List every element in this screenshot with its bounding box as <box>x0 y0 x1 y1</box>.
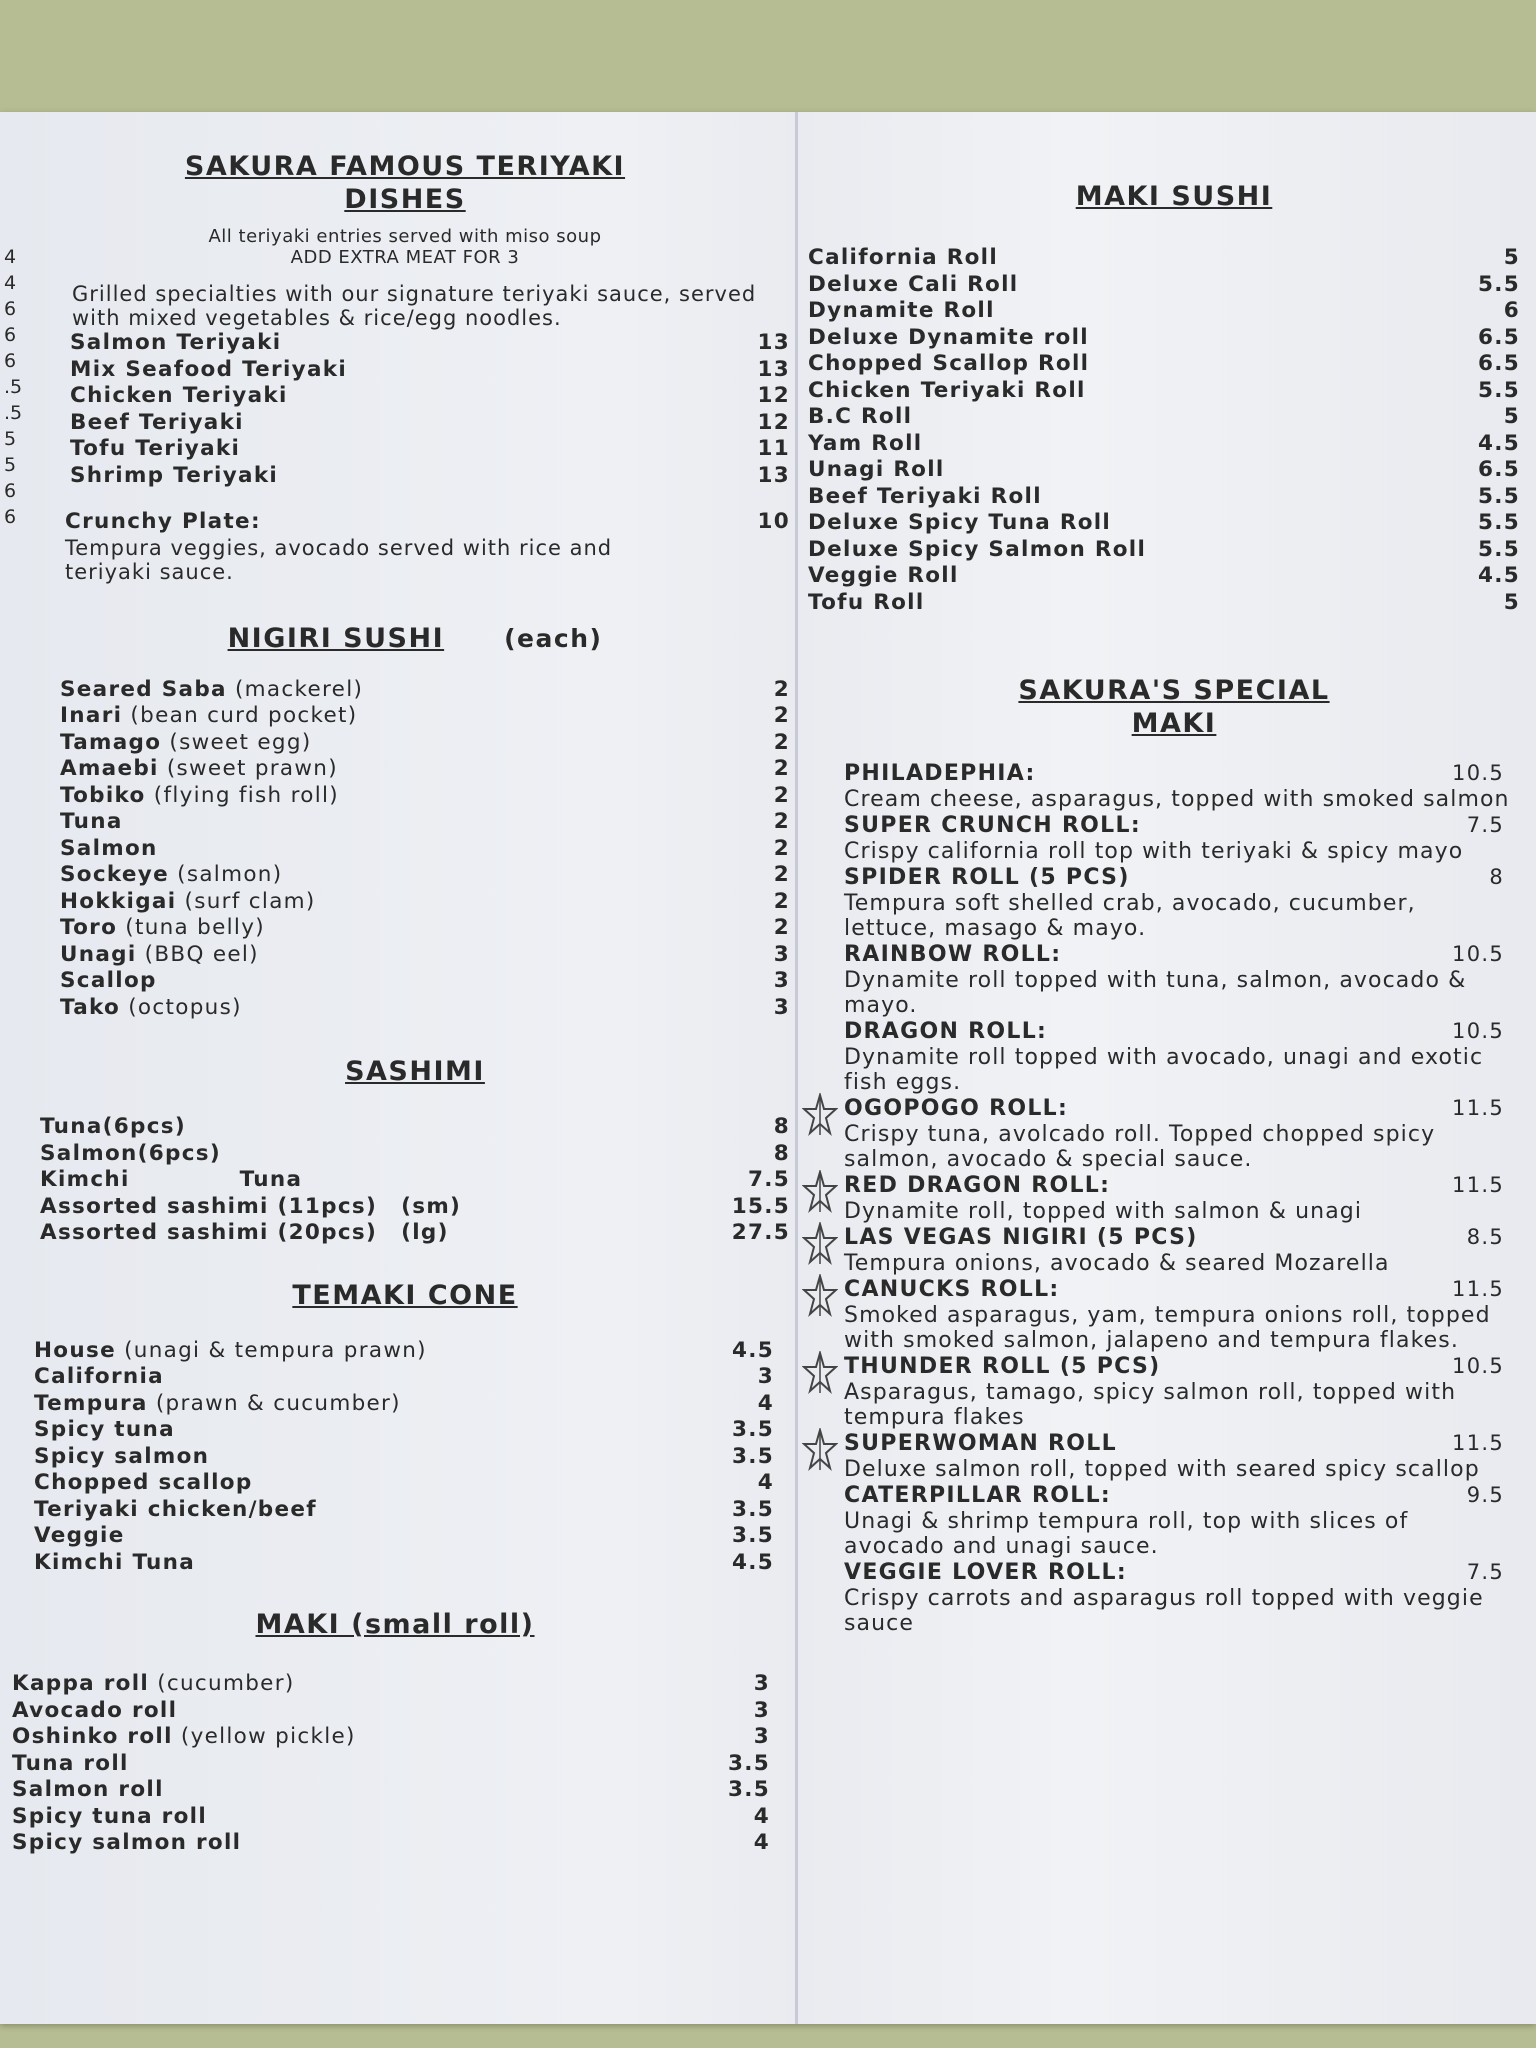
special-maki-item <box>844 864 1514 941</box>
item-name: Dynamite Roll <box>808 298 995 323</box>
item-description: Dynamite roll topped with avocado, unagi and exotic fish eggs. <box>844 1045 1484 1095</box>
item-description: (bean curd pocket) <box>122 703 358 728</box>
item-name: Tuna roll <box>12 1750 129 1776</box>
item-name: Sockeye (salmon) <box>60 862 283 887</box>
item-description: Tempura soft shelled crab, avocado, cucumber, lettuce, masago & mayo. <box>844 891 1416 941</box>
item-name: Chicken Teriyaki Roll <box>808 377 1086 403</box>
nigiri-item <box>60 942 790 969</box>
item-name: Tamago (sweet egg) <box>60 729 312 755</box>
right-column <box>808 180 1520 1636</box>
maki-sushi-title: MAKI SUSHI <box>1075 181 1273 212</box>
item-name: Spicy salmon <box>34 1443 210 1469</box>
crunchy-plate <box>65 509 790 584</box>
nigiri-section <box>10 622 790 1022</box>
item-price: 2 <box>773 756 790 781</box>
special-maki-head <box>844 1482 1514 1509</box>
item-name: Amaebi (sweet prawn) <box>60 756 338 781</box>
edge-number: 6 <box>4 350 17 372</box>
special-maki-item <box>844 1276 1514 1353</box>
item-price: 2 <box>773 729 790 755</box>
temaki-item <box>34 1470 774 1497</box>
special-maki-item <box>844 1172 1514 1224</box>
teriyaki-note <box>10 226 780 268</box>
item-name: Chicken Teriyaki <box>70 383 288 408</box>
teriyaki-list <box>70 330 790 489</box>
special-maki-head <box>844 1224 1514 1251</box>
maki-sushi-item <box>808 245 1520 272</box>
item-price: 5.5 <box>1478 536 1520 562</box>
item-price: 3 <box>773 941 790 967</box>
item-name: VEGGIE LOVER ROLL: <box>844 1560 1127 1585</box>
item-name: Deluxe Dynamite roll <box>808 324 1089 350</box>
special-maki-item <box>844 1353 1514 1430</box>
special-maki-item <box>844 941 1514 1018</box>
maki-small-title: MAKI (small roll) <box>255 1609 535 1640</box>
crunchy-plate-desc: Tempura veggies, avocado served with rice and teriyaki sauce. <box>65 535 613 584</box>
item-name: Spicy tuna <box>34 1417 175 1442</box>
item-name: Kappa roll (cucumber) <box>12 1671 295 1696</box>
item-price: 4.5 <box>732 1337 774 1363</box>
item-price: 3.5 <box>732 1417 774 1442</box>
item-price: 11.5 <box>1452 1096 1504 1120</box>
teriyaki-title-line2: DISHES <box>344 184 466 215</box>
teriyaki-intro: Grilled specialties with our signature teriyaki sauce, served with mixed vegetables & rice/egg noodles. <box>72 282 757 330</box>
item-price: 8 <box>773 1140 790 1166</box>
maki-sushi-section <box>808 180 1520 616</box>
special-maki-head <box>844 1276 1514 1303</box>
item-price: 10.5 <box>1452 761 1504 785</box>
item-price: 7.5 <box>1466 1560 1504 1584</box>
item-description: Tempura onions, avocado & seared Mozarella <box>844 1251 1390 1276</box>
item-price: 3 <box>757 1364 774 1389</box>
maki-sushi-item <box>808 431 1520 458</box>
item-description: (prawn & cucumber) <box>147 1390 401 1416</box>
sashimi-item <box>40 1141 790 1168</box>
item-description: (cucumber) <box>149 1671 295 1696</box>
item-name: House (unagi & tempura prawn) <box>34 1337 427 1363</box>
item-price: 5 <box>1503 245 1520 270</box>
item-price: 5.5 <box>1478 377 1520 403</box>
item-price: 11.5 <box>1452 1173 1504 1197</box>
item-price: 4.5 <box>1478 563 1520 588</box>
maki-small-item <box>12 1804 770 1831</box>
item-name: Deluxe Spicy Tuna Roll <box>808 510 1112 535</box>
chef-star-icon <box>802 1222 838 1266</box>
nigiri-item <box>60 915 790 942</box>
item-price: 3.5 <box>732 1443 774 1469</box>
item-name: Deluxe Cali Roll <box>808 271 1019 297</box>
maki-sushi-list <box>808 245 1520 616</box>
edge-number: .5 <box>4 402 23 424</box>
teriyaki-section <box>10 150 790 584</box>
item-name: Kimchi Tuna <box>40 1167 303 1192</box>
item-price: 9.5 <box>1466 1483 1504 1507</box>
special-maki-item <box>844 812 1514 864</box>
teriyaki-item <box>70 436 790 463</box>
sashimi-item <box>40 1194 790 1221</box>
maki-sushi-item <box>808 537 1520 564</box>
nigiri-item <box>60 809 790 836</box>
item-name: RED DRAGON ROLL: <box>844 1173 1111 1198</box>
item-name: Beef Teriyaki Roll <box>808 483 1042 509</box>
sashimi-list <box>40 1114 790 1247</box>
item-name: Kimchi Tuna <box>34 1549 196 1575</box>
item-name: Teriyaki chicken/beef <box>34 1496 317 1522</box>
teriyaki-item <box>70 410 790 437</box>
item-description: Asparagus, tamago, spicy salmon roll, topped with tempura flakes <box>844 1380 1457 1430</box>
special-maki-title-line2: MAKI <box>1131 708 1217 739</box>
special-maki-head <box>844 1018 1514 1045</box>
item-name: Salmon(6pcs) <box>40 1140 221 1166</box>
item-description: (flying fish roll) <box>145 782 339 808</box>
item-description: Crispy carrots and asparagus roll topped with veggie sauce <box>844 1586 1484 1636</box>
item-price: 10.5 <box>1452 942 1504 966</box>
maki-sushi-item <box>808 457 1520 484</box>
item-name: OGOPOGO ROLL: <box>844 1096 1069 1121</box>
item-price: 11 <box>757 436 790 461</box>
teriyaki-note-miso: All teriyaki entries served with miso soup <box>208 226 602 247</box>
special-maki-head <box>844 760 1514 787</box>
chef-star-icon <box>802 1274 838 1318</box>
edge-number: 6 <box>4 324 17 346</box>
item-name: CANUCKS ROLL: <box>844 1277 1060 1302</box>
item-price: 2 <box>773 809 790 834</box>
item-name: Yam Roll <box>808 430 923 456</box>
left-column <box>10 150 790 1857</box>
item-name: Unagi Roll <box>808 457 945 482</box>
special-maki-head <box>844 1095 1514 1122</box>
item-name: Salmon Teriyaki <box>70 330 282 355</box>
item-name: Salmon roll <box>12 1777 164 1802</box>
item-name: Beef Teriyaki <box>70 409 244 435</box>
temaki-item <box>34 1391 774 1418</box>
item-name: Assorted sashimi (11pcs) (sm) <box>40 1193 462 1219</box>
nigiri-item <box>60 862 790 889</box>
item-price: 6.5 <box>1478 351 1520 376</box>
special-maki-section <box>808 674 1520 1636</box>
item-price: 11.5 <box>1452 1277 1504 1301</box>
item-name: Tuna(6pcs) <box>40 1114 186 1139</box>
teriyaki-title-line1: SAKURA FAMOUS TERIYAKI <box>184 151 626 182</box>
special-maki-item <box>844 1095 1514 1172</box>
nigiri-item <box>60 730 790 757</box>
item-price: 2 <box>773 888 790 914</box>
nigiri-each-label: (each) <box>504 623 603 653</box>
maki-sushi-item <box>808 272 1520 299</box>
item-price: 5 <box>1503 589 1520 615</box>
item-description: (tuna belly) <box>117 915 265 940</box>
nigiri-item <box>60 995 790 1022</box>
teriyaki-note-extra-meat: ADD EXTRA MEAT FOR 3 <box>290 247 520 268</box>
teriyaki-item <box>70 463 790 490</box>
special-maki-item <box>844 1430 1514 1482</box>
item-description: Dynamite roll, topped with salmon & unagi <box>844 1199 1363 1224</box>
item-price: 2 <box>773 862 790 887</box>
special-maki-head <box>844 812 1514 839</box>
item-price: 3 <box>753 1671 770 1696</box>
special-maki-item <box>844 760 1514 812</box>
item-price: 4 <box>753 1830 770 1855</box>
item-price: 12 <box>757 383 790 408</box>
item-name: Seared Saba (mackerel) <box>60 676 364 702</box>
paper-fold <box>795 112 798 2024</box>
item-price: 8 <box>773 1114 790 1139</box>
item-name: California <box>34 1364 164 1389</box>
maki-small-item <box>12 1698 770 1725</box>
chef-star-icon <box>802 1428 838 1472</box>
item-name: Oshinko roll (yellow pickle) <box>12 1724 356 1749</box>
nigiri-item <box>60 783 790 810</box>
item-name: DRAGON ROLL: <box>844 1019 1048 1044</box>
item-description: (salmon) <box>169 862 283 887</box>
crunchy-plate-price: 10 <box>757 509 790 534</box>
item-price: 3 <box>753 1724 770 1749</box>
edge-number: .5 <box>4 376 23 398</box>
item-name: CATERPILLAR ROLL: <box>844 1483 1111 1508</box>
teriyaki-item <box>70 330 790 357</box>
temaki-item <box>34 1444 774 1471</box>
maki-small-list <box>12 1671 770 1857</box>
nigiri-title: NIGIRI SUSHI <box>227 622 445 654</box>
item-price: 6.5 <box>1478 457 1520 482</box>
item-name: Spicy salmon roll <box>12 1830 242 1855</box>
item-price: 6 <box>1503 298 1520 323</box>
maki-small-item <box>12 1777 770 1804</box>
sashimi-item <box>40 1167 790 1194</box>
item-name: Assorted sashimi (20pcs) (lg) <box>40 1220 449 1245</box>
item-name: Toro (tuna belly) <box>60 915 265 940</box>
item-name: LAS VEGAS NIGIRI (5 PCS) <box>844 1225 1198 1250</box>
item-price: 8 <box>1489 865 1504 889</box>
item-price: 5.5 <box>1478 510 1520 535</box>
item-price: 5.5 <box>1478 483 1520 509</box>
sashimi-title: SASHIMI <box>345 1056 485 1087</box>
edge-number: 6 <box>4 506 17 528</box>
nigiri-list <box>60 677 790 1022</box>
item-price: 4.5 <box>1478 430 1520 456</box>
item-price: 7.5 <box>748 1167 790 1192</box>
crunchy-plate-name: Crunchy Plate: <box>65 509 261 534</box>
sashimi-item <box>40 1220 790 1247</box>
edge-number: 5 <box>4 428 17 450</box>
item-description: Unagi & shrimp tempura roll, top with slices of avocado and unagi sauce. <box>844 1509 1409 1559</box>
item-price: 2 <box>773 915 790 940</box>
temaki-list <box>34 1338 774 1577</box>
item-description: (sweet egg) <box>161 729 312 755</box>
item-name: PHILADEPHIA: <box>844 761 1036 786</box>
maki-sushi-item <box>808 298 1520 325</box>
chef-star-icon <box>802 1093 838 1137</box>
item-price: 10.5 <box>1452 1354 1504 1378</box>
nigiri-item <box>60 968 790 995</box>
item-description: Crispy california roll top with teriyaki & spicy mayo <box>844 839 1464 864</box>
item-price: 10.5 <box>1452 1019 1504 1043</box>
sashimi-section <box>10 1055 790 1247</box>
nigiri-item <box>60 836 790 863</box>
item-price: 5.5 <box>1478 271 1520 297</box>
item-name: SPIDER ROLL (5 PCS) <box>844 865 1130 890</box>
maki-sushi-item <box>808 510 1520 537</box>
item-description: (octopus) <box>120 994 242 1020</box>
special-maki-head <box>844 1353 1514 1380</box>
item-price: 2 <box>773 835 790 861</box>
item-name: California Roll <box>808 245 998 270</box>
maki-sushi-item <box>808 378 1520 405</box>
item-description: (yellow pickle) <box>172 1724 356 1749</box>
special-maki-title <box>808 674 1520 740</box>
temaki-item <box>34 1364 774 1391</box>
maki-sushi-item <box>808 404 1520 431</box>
item-name: Veggie <box>34 1523 125 1548</box>
temaki-item <box>34 1523 774 1550</box>
special-maki-list <box>844 760 1514 1636</box>
item-price: 27.5 <box>731 1220 790 1245</box>
item-description: (surf clam) <box>176 888 316 914</box>
item-price: 5 <box>1503 404 1520 429</box>
item-description: (mackerel) <box>226 676 364 702</box>
item-name: Scallop <box>60 968 157 993</box>
special-maki-item <box>844 1559 1514 1636</box>
item-name: Tofu Teriyaki <box>70 436 241 461</box>
item-name: Chopped Scallop Roll <box>808 351 1090 376</box>
item-price: 15.5 <box>731 1193 790 1219</box>
edge-number: 6 <box>4 480 17 502</box>
item-price: 4.5 <box>732 1549 774 1575</box>
item-price: 3 <box>773 994 790 1020</box>
item-price: 3.5 <box>728 1750 770 1776</box>
item-price: 4 <box>757 1390 774 1416</box>
item-description: (unagi & tempura prawn) <box>115 1337 427 1363</box>
item-name: SUPER CRUNCH ROLL: <box>844 813 1141 838</box>
item-price: 3 <box>753 1697 770 1723</box>
temaki-item <box>34 1550 774 1577</box>
special-maki-head <box>844 1430 1514 1457</box>
maki-small-item <box>12 1724 770 1751</box>
item-description: Dynamite roll topped with tuna, salmon, avocado & mayo. <box>844 968 1467 1018</box>
special-maki-item <box>844 1224 1514 1276</box>
special-maki-item <box>844 1018 1514 1095</box>
item-price: 13 <box>757 330 790 355</box>
item-name: Unagi (BBQ eel) <box>60 941 259 967</box>
maki-small-item <box>12 1671 770 1698</box>
item-price: 6.5 <box>1478 324 1520 350</box>
item-name: Mix Seafood Teriyaki <box>70 356 348 382</box>
maki-sushi-item <box>808 325 1520 352</box>
item-name: SUPERWOMAN ROLL <box>844 1431 1117 1456</box>
temaki-section <box>10 1279 780 1577</box>
chef-star-icon <box>802 1170 838 1214</box>
item-size: (lg) <box>401 1220 449 1245</box>
item-price: 8.5 <box>1466 1225 1504 1249</box>
item-description: (BBQ eel) <box>136 941 259 967</box>
item-name: Shrimp Teriyaki <box>70 462 279 488</box>
item-price: 3 <box>773 968 790 993</box>
item-price: 2 <box>773 703 790 728</box>
nigiri-item <box>60 703 790 730</box>
item-name: Salmon <box>60 835 158 861</box>
item-price: 11.5 <box>1452 1431 1504 1455</box>
item-variant: Tuna <box>239 1167 303 1192</box>
item-price: 2 <box>773 676 790 702</box>
item-description: Crispy tuna, avolcado roll. Topped chopped spicy salmon, avocado & special sauce. <box>844 1122 1436 1172</box>
teriyaki-item <box>70 383 790 410</box>
item-name: Tofu Roll <box>808 589 925 615</box>
special-maki-head <box>844 1172 1514 1199</box>
item-price: 2 <box>773 782 790 808</box>
item-description: (sweet prawn) <box>158 756 338 781</box>
item-name: Chopped scallop <box>34 1470 253 1495</box>
item-name: RAINBOW ROLL: <box>844 942 1062 967</box>
item-price: 13 <box>757 462 790 488</box>
special-maki-head <box>844 941 1514 968</box>
temaki-item <box>34 1338 774 1365</box>
temaki-item <box>34 1497 774 1524</box>
item-name: Tempura (prawn & cucumber) <box>34 1390 401 1416</box>
chef-star-icon <box>802 1351 838 1395</box>
maki-sushi-item <box>808 590 1520 617</box>
item-name: Spicy tuna roll <box>12 1803 207 1829</box>
item-name: Veggie Roll <box>808 563 959 588</box>
item-name: Tako (octopus) <box>60 994 242 1020</box>
item-price: 3.5 <box>728 1777 770 1802</box>
item-description: Cream cheese, asparagus, topped with smoked salmon <box>844 787 1510 812</box>
item-name: Tuna <box>60 809 123 834</box>
item-name: Inari (bean curd pocket) <box>60 703 358 728</box>
edge-number: 4 <box>4 246 17 268</box>
item-name: Tobiko (flying fish roll) <box>60 782 339 808</box>
nigiri-item <box>60 677 790 704</box>
item-description: Deluxe salmon roll, topped with seared spicy scallop <box>844 1457 1480 1482</box>
edge-number: 4 <box>4 272 17 294</box>
item-name: B.C Roll <box>808 404 913 429</box>
edge-number: 5 <box>4 454 17 476</box>
nigiri-item <box>60 889 790 916</box>
item-name: THUNDER ROLL (5 PCS) <box>844 1354 1161 1379</box>
temaki-title: TEMAKI CONE <box>292 1279 518 1311</box>
edge-number: 6 <box>4 298 17 320</box>
maki-small-item <box>12 1751 770 1778</box>
special-maki-head <box>844 1559 1514 1586</box>
item-description: Smoked asparagus, yam, tempura onions roll, topped with smoked salmon, jalapeno and tempura flakes. <box>844 1303 1491 1353</box>
special-maki-item <box>844 1482 1514 1559</box>
teriyaki-title <box>10 150 780 216</box>
temaki-item <box>34 1417 774 1444</box>
maki-small-section <box>10 1608 780 1857</box>
maki-sushi-item <box>808 563 1520 590</box>
maki-sushi-item <box>808 484 1520 511</box>
item-price: 4 <box>753 1803 770 1829</box>
item-price: 12 <box>757 409 790 435</box>
item-name: Hokkigai (surf clam) <box>60 888 316 914</box>
item-price: 7.5 <box>1466 813 1504 837</box>
sashimi-item <box>40 1114 790 1141</box>
item-price: 3.5 <box>732 1523 774 1548</box>
item-size: (sm) <box>401 1193 462 1219</box>
maki-small-item <box>12 1830 770 1857</box>
nigiri-item <box>60 756 790 783</box>
item-price: 4 <box>757 1470 774 1495</box>
maki-sushi-item <box>808 351 1520 378</box>
item-name: Deluxe Spicy Salmon Roll <box>808 536 1147 562</box>
item-name: Avocado roll <box>12 1697 178 1723</box>
special-maki-title-line1: SAKURA'S SPECIAL <box>1018 675 1330 706</box>
item-price: 3.5 <box>732 1496 774 1522</box>
item-price: 13 <box>757 356 790 382</box>
special-maki-head <box>844 864 1514 891</box>
teriyaki-item <box>70 357 790 384</box>
